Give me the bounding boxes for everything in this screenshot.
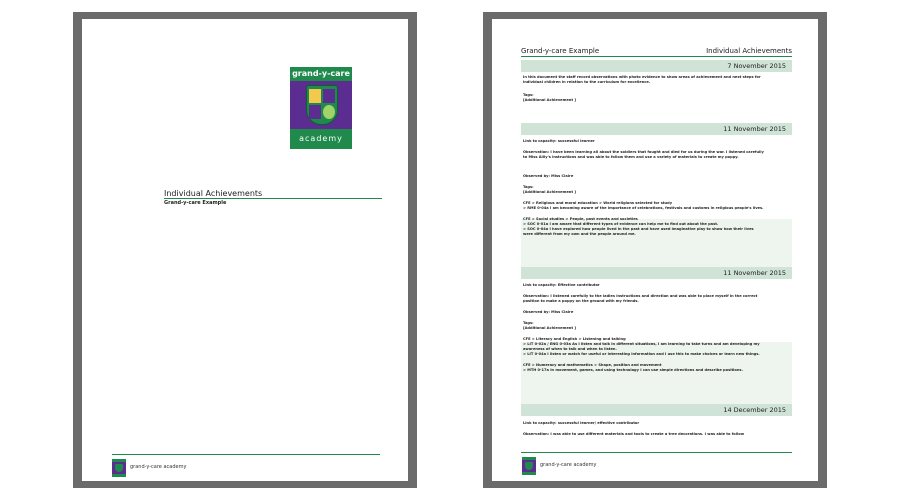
- entry-text: Link to capacity: Effective contributor Observation: I listened carefully to the ladies instructions and direction and was able to place myself in the correct position to make a poppy on the ground with my friends. Observed by: Miss Claire Tags: [Additional Achievement ] CFE > Literacy and English > Listening and talking > LIT 0-02a / ENG 0-03a As I listen and talk in different situations, I am learning to take turns and am developing my awareness of when to talk and when to listen. > LIT 0-04a I listen or watch for useful or interesting information and I use this to make choices or learn new things. CFE > Numeracy and mathematics > Shape, position and movement > MTH 0-17a In movement, games, and using technology I can use simple directions and describe positions.: [523, 283, 760, 372]
- footer-divider: [112, 454, 380, 455]
- entry-date: 11 November 2015: [723, 125, 786, 133]
- entry-date-band: [521, 404, 792, 416]
- footer-logo-icon: [522, 457, 536, 475]
- report-page-frame: [483, 12, 827, 488]
- entry-text: Link to capacity: successful learner Observation: I have been learning all about the soldiers that fought and died for us during the war. I listened carefully to Miss Ailly's instructions and was able to follow them and use a variety of materials to create my poppy. Observed by: Miss Claire Tags: [Additional Achievement ] CFE > Religious and moral education > World religions selected for study > RME 0-04a I am becoming aware of the importance of celebrations, festivals and customs in religious people's lives. CFE > Social studies > People, past events and societies > SOC 0-01a I am aware that different types of evidence can help me to find out about the past. > SOC 0-04a I have explored how people lived in the past and have used imaginative play to show how their lives were different from my own and the people around me.: [523, 139, 764, 236]
- entry-text: In this document the staff record observations with photo evidence to show areas of achievement and next steps for individual children in relation to the curriculum for excellence. Tags: [Additional Achievement ]: [523, 75, 761, 102]
- entry-date-band: [521, 267, 792, 279]
- cover-page-frame: [73, 12, 417, 488]
- header-divider: [521, 56, 792, 57]
- report-header-right: Individual Achievements: [706, 47, 792, 55]
- footer-text: grand-y-care academy: [540, 462, 597, 468]
- footer-text: grand-y-care academy: [130, 464, 187, 470]
- cover-page: [82, 19, 408, 481]
- report-header-left: Grand-y-care Example: [521, 47, 600, 55]
- footer-divider: [521, 452, 792, 453]
- entry-date-band: [521, 60, 792, 72]
- entry-text: Link to capacity: successful learner/ effective contributor Observation: I was able to use different materials and tools to create a tree decorations. I was able to follow: [523, 421, 745, 436]
- title-divider: [164, 198, 382, 199]
- logo-bottom-text: academy: [299, 134, 343, 143]
- entry-date: 14 December 2015: [723, 406, 786, 414]
- document-title: Individual Achievements: [164, 189, 263, 198]
- report-page: [492, 19, 818, 481]
- entry-date-band: [521, 123, 792, 135]
- logo-top-text: grand-y-care: [290, 67, 352, 81]
- footer-logo-icon: [112, 459, 126, 477]
- entry-date: 7 November 2015: [727, 62, 786, 70]
- shield-icon: [306, 85, 338, 125]
- entry-date: 11 November 2015: [723, 269, 786, 277]
- academy-logo: [290, 67, 352, 149]
- document-subtitle: Grand-y-care Example: [164, 200, 227, 206]
